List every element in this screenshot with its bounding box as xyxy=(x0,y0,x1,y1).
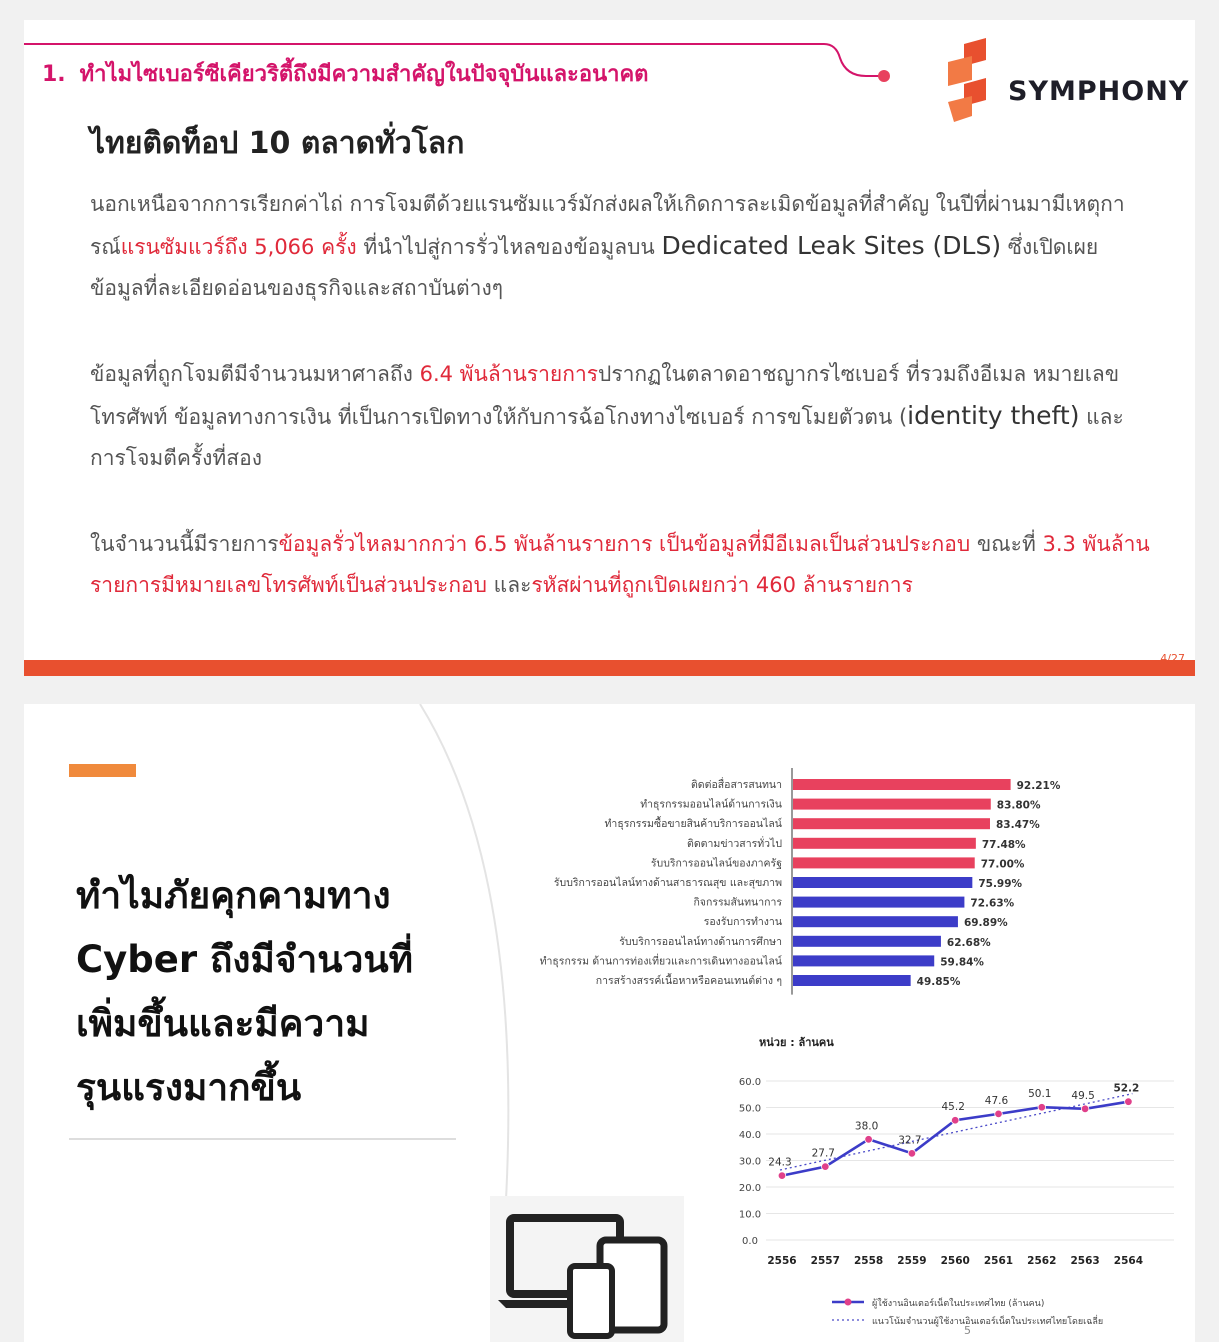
x-tick-label: 2561 xyxy=(983,1255,1014,1267)
slide-title: ทำไมภัยคุกคามทาง Cyber ถึงมีจำนวนที่เพิ่มขึ้นและมีความรุนแรงมากขึ้น xyxy=(76,874,414,1109)
data-point xyxy=(1125,1098,1133,1106)
bar-value-label: 83.80% xyxy=(996,799,1041,812)
value-label: 24.3 xyxy=(768,1156,792,1169)
legend-series-label: ผู้ใช้งานอินเตอร์เน็ตในประเทศไทย (ล้านคน) xyxy=(872,1299,1045,1309)
bar xyxy=(793,975,911,986)
bar-category-label: ติดตามข่าวสารทั่วไป xyxy=(687,837,782,850)
device-illustration xyxy=(490,1196,684,1342)
para1-text-c: ที่นำไปสู่การรั่วไหลของข้อมูลบน xyxy=(356,235,662,259)
bar-category-label: การสร้างสรรค์เนื้อหาหรือคอนเทนต์ต่าง ๆ xyxy=(595,975,782,987)
para3-highlight-phone: 3.3 พันล้านรายการมีหมายเลขโทรศัพท์เป็นส่วนประกอบ xyxy=(90,532,1150,597)
value-label: 38.0 xyxy=(854,1120,879,1133)
y-tick-label: 10.0 xyxy=(738,1209,762,1221)
x-tick-label: 2560 xyxy=(940,1255,970,1267)
para3-highlight-email: ข้อมูลรั่วไหลมากกว่า 6.5 พันล้านรายการ เป็นข้อมูลที่มีอีเมลเป็นส่วนประกอบ xyxy=(278,532,971,556)
value-label: 50.1 xyxy=(1028,1088,1052,1101)
bar xyxy=(793,955,934,966)
symphony-logo-icon xyxy=(942,36,992,126)
para2-text-c: ปรากฏในตลาดอาชญากรไซเบอร์ ที่รวมถึงอีเมล หมายเลขโทรศัพท์ ข้อมูลทางการเงิน ที่เป็นการเปิดทางให้กับการฉ้อโกงทางไซเบอร์ การขโมยตัวตน ( xyxy=(90,362,1120,429)
data-point xyxy=(951,1116,959,1124)
data-point xyxy=(865,1136,873,1144)
value-label: 45.2 xyxy=(941,1101,965,1114)
x-tick-label: 2557 xyxy=(810,1255,840,1267)
para2-identity-theft: identity theft) xyxy=(907,401,1080,430)
para1-dls: Dedicated Leak Sites (DLS) xyxy=(661,231,1002,260)
logo-text: SYMPHONY xyxy=(1008,76,1190,107)
bar-value-label: 92.21% xyxy=(1016,780,1061,792)
bar-category-label: กิจกรรมสันทนาการ xyxy=(693,896,782,909)
bar-value-label: 62.68% xyxy=(946,936,991,949)
y-tick-label: 50.0 xyxy=(738,1103,762,1115)
bar xyxy=(793,799,991,810)
bar xyxy=(793,857,975,868)
para1-text-a: นอกเหนือจากการเรียกค่าไถ่ การโจมตีด้วยแรนซัมแวร์มักส่งผลให้เกิดการละเมิดข้อมูลที่สำคัญ ในปีที่ผ่านมามีเหตุการณ์ xyxy=(90,192,1125,259)
heading-text: ทำไมไซเบอร์ซีเคียวริตี้ถึงมีความสำคัญในปัจจุบันและอนาคต xyxy=(79,62,649,87)
value-label: 52.2 xyxy=(1113,1082,1140,1095)
slide-4 xyxy=(24,20,1195,676)
data-point xyxy=(1081,1105,1089,1113)
page-number: 5 xyxy=(964,1324,971,1337)
para3-text-e: และ xyxy=(486,573,532,597)
bar xyxy=(793,818,990,829)
bar-value-label: 77.00% xyxy=(980,858,1025,871)
data-point xyxy=(995,1110,1003,1118)
bar-category-label: รองรับการทำงาน xyxy=(703,916,782,929)
slide-5 xyxy=(24,704,1195,1342)
bar-value-label: 49.85% xyxy=(916,976,961,988)
bar-value-label: 77.48% xyxy=(981,838,1026,851)
y-tick-label: 0.0 xyxy=(742,1236,758,1247)
para3-text-a: ในจำนวนนี้มีรายการ xyxy=(90,532,279,556)
para3-text-c: ขณะที่ xyxy=(970,532,1043,556)
paragraph-data-breach xyxy=(90,354,1150,479)
page-number: 4/27 xyxy=(1160,652,1185,665)
footer-bar xyxy=(24,660,1195,676)
bar-value-label: 75.99% xyxy=(978,878,1023,890)
slide-title: ไทยติดท็อป 10 ตลาดทั่วโลก xyxy=(90,126,465,161)
data-point xyxy=(908,1150,916,1158)
bar xyxy=(793,897,964,908)
bar xyxy=(793,877,972,888)
bar-value-label: 69.89% xyxy=(963,917,1008,930)
internet-users-line-chart xyxy=(714,1024,1184,1342)
x-tick-label: 2558 xyxy=(853,1255,884,1267)
bar xyxy=(793,936,941,947)
para3-highlight-password: รหัสผ่านที่ถูกเปิดเผยกว่า 460 ล้านรายการ xyxy=(531,573,913,597)
x-tick-label: 2556 xyxy=(767,1255,797,1267)
paragraph-ransomware xyxy=(90,184,1150,309)
unit-label: หน่วย : ล้านคน xyxy=(759,1036,834,1049)
x-tick-label: 2559 xyxy=(897,1255,927,1267)
bar xyxy=(793,838,976,849)
x-tick-label: 2563 xyxy=(1070,1255,1100,1267)
value-label: 47.6 xyxy=(984,1094,1009,1107)
y-tick-label: 40.0 xyxy=(738,1130,762,1141)
x-tick-label: 2564 xyxy=(1113,1255,1144,1267)
data-point xyxy=(1038,1103,1046,1111)
x-tick-label: 2562 xyxy=(1027,1255,1057,1267)
accent-bar xyxy=(69,764,136,777)
y-tick-label: 60.0 xyxy=(738,1077,762,1088)
y-tick-label: 20.0 xyxy=(738,1183,762,1194)
paragraph-leak-details xyxy=(90,524,1150,606)
heading-number: 1. xyxy=(42,62,66,87)
para2-text-a: ข้อมูลที่ถูกโจมตีมีจำนวนมหาศาลถึง xyxy=(90,362,420,386)
bar xyxy=(793,916,958,927)
para2-highlight: 6.4 พันล้านรายการ xyxy=(419,362,599,386)
value-label: 49.5 xyxy=(1071,1089,1095,1102)
title-divider xyxy=(69,1138,456,1140)
para2-text-e: และการโจมตีครั้งที่สอง xyxy=(90,405,1124,470)
bar-value-label: 72.63% xyxy=(970,897,1015,910)
bar-category-label: รับบริการออนไลน์ของภาครัฐ xyxy=(650,857,782,870)
bar-category-label: รับบริการออนไลน์ทางด้านการศึกษา xyxy=(619,935,782,948)
section-heading xyxy=(42,56,648,91)
bar-category-label: ทำธุรกรรมซื้อขายสินค้าบริการออนไลน์ xyxy=(604,818,782,831)
legend-point-swatch xyxy=(845,1299,852,1306)
bar-category-label: รับบริการออนไลน์ทางด้านสาธารณสุข และสุขภาพ xyxy=(553,877,782,889)
value-label: 32.7 xyxy=(898,1134,922,1147)
para1-text-e: ซึ่งเปิดเผยข้อมูลที่ละเอียดอ่อนของธุรกิจและสถาบันต่างๆ xyxy=(90,235,1099,300)
legend-trend-label: แนวโน้มจำนวนผู้ใช้งานอินเตอร์เน็ตในประเทศไทยโดยเฉลี่ย xyxy=(872,1317,1104,1327)
y-tick-label: 30.0 xyxy=(738,1156,762,1168)
bar xyxy=(793,779,1011,790)
para1-highlight: แรนซัมแวร์ถึง 5,066 ครั้ง xyxy=(120,235,357,259)
data-point xyxy=(778,1172,786,1180)
data-point xyxy=(822,1163,830,1171)
bar-category-label: ทำธุรกรรมออนไลน์ด้านการเงิน xyxy=(640,798,782,811)
devices-icon xyxy=(490,1196,684,1342)
bar-value-label: 83.47% xyxy=(995,819,1040,832)
bar-value-label: 59.84% xyxy=(940,956,984,969)
bar-category-label: ติดต่อสื่อสารสนทนา xyxy=(690,779,782,791)
bar-category-label: ทำธุรกรรม ด้านการท่องเที่ยวและการเดินทางออนไลน์ xyxy=(539,955,782,968)
usage-bar-chart xyxy=(514,764,1074,1004)
value-label: 27.7 xyxy=(811,1147,835,1160)
